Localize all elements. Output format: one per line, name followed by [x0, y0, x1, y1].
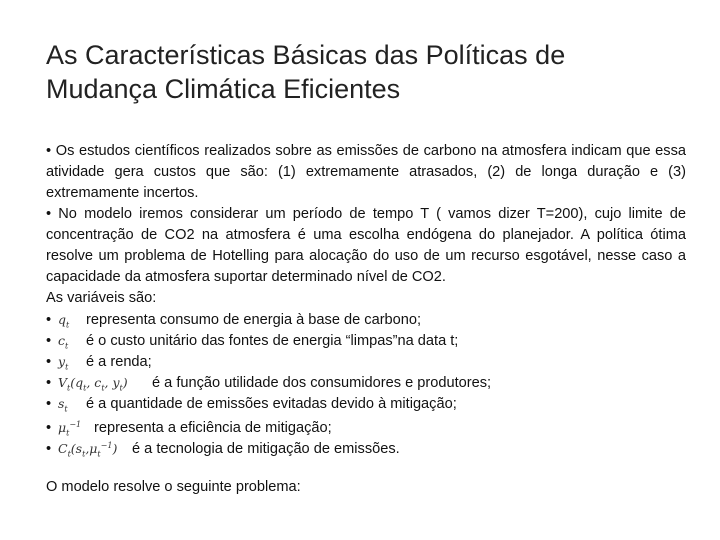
variable-description: representa a eficiência de mitigação;: [94, 420, 332, 437]
paragraph-emissions-costs: • Os estudos científicos realizados sobre as emissões de carbono na atmosfera indicam que essa atividade gera custos que são: (1) extremamente atrasados, (2) de longa duração e (3) extremamente incertos.: [46, 143, 686, 201]
slide-body: [46, 141, 686, 498]
variable-item-mu: [46, 414, 686, 438]
variable-item-q: [46, 309, 686, 330]
variables-intro: As variáveis são:: [46, 290, 157, 306]
math-symbol-mu: $\mu_t^{-1}$: [58, 420, 82, 438]
title-line-2: Mudança Climática Eficientes: [46, 74, 401, 104]
bullet: •: [46, 441, 52, 458]
variable-description: é o custo unitário das fontes de energia “limpas”na data t;: [86, 333, 459, 349]
math-symbol-q: $q_t$: [58, 312, 70, 330]
paragraph-hotelling-model: • No modelo iremos considerar um período de tempo T ( vamos dizer T=200), cujo limite de concentração de CO2 na atmosfera é uma escolha endógena do planejador. A política ótima resolve um problema de Hotelling para alocação do uso de um recurso esgotável, nesse caso a capacidade da atmosfera suportar determinado nível de CO2.: [46, 206, 686, 285]
variable-item-y: [46, 351, 686, 372]
math-symbol-y: $y_t$: [58, 354, 69, 372]
variable-item-s: [46, 393, 686, 414]
math-symbol-c: $c_t$: [58, 333, 69, 351]
bullet: •: [46, 375, 52, 391]
bullet: •: [46, 396, 52, 412]
variable-item-v: [46, 372, 686, 393]
variable-description: é a função utilidade dos consumidores e produtores;: [152, 375, 492, 391]
math-symbol-v: $V_t(q_t$, $c_t$, $y_t$): [58, 375, 128, 393]
slide-title: [46, 38, 686, 106]
bullet: •: [46, 312, 52, 328]
variable-description: é a quantidade de emissões evitadas devido à mitigação;: [86, 396, 457, 412]
title-line-1: As Características Básicas das Políticas de: [46, 40, 566, 70]
bullet: •: [46, 354, 52, 370]
variable-description: é a tecnologia de mitigação de emissões.: [132, 441, 400, 458]
math-symbol-s: $s_t$: [58, 396, 68, 414]
variable-description: é a renda;: [86, 354, 152, 370]
bullet: •: [46, 333, 52, 349]
variable-description: representa consumo de energia à base de carbono;: [86, 312, 422, 328]
problem-statement: O modelo resolve o seguinte problema:: [46, 479, 301, 495]
bullet: •: [46, 420, 52, 437]
math-symbol-ct: $C_t(s_t,\mu_t^{-1})$: [58, 441, 118, 459]
variable-item-c: [46, 330, 686, 351]
